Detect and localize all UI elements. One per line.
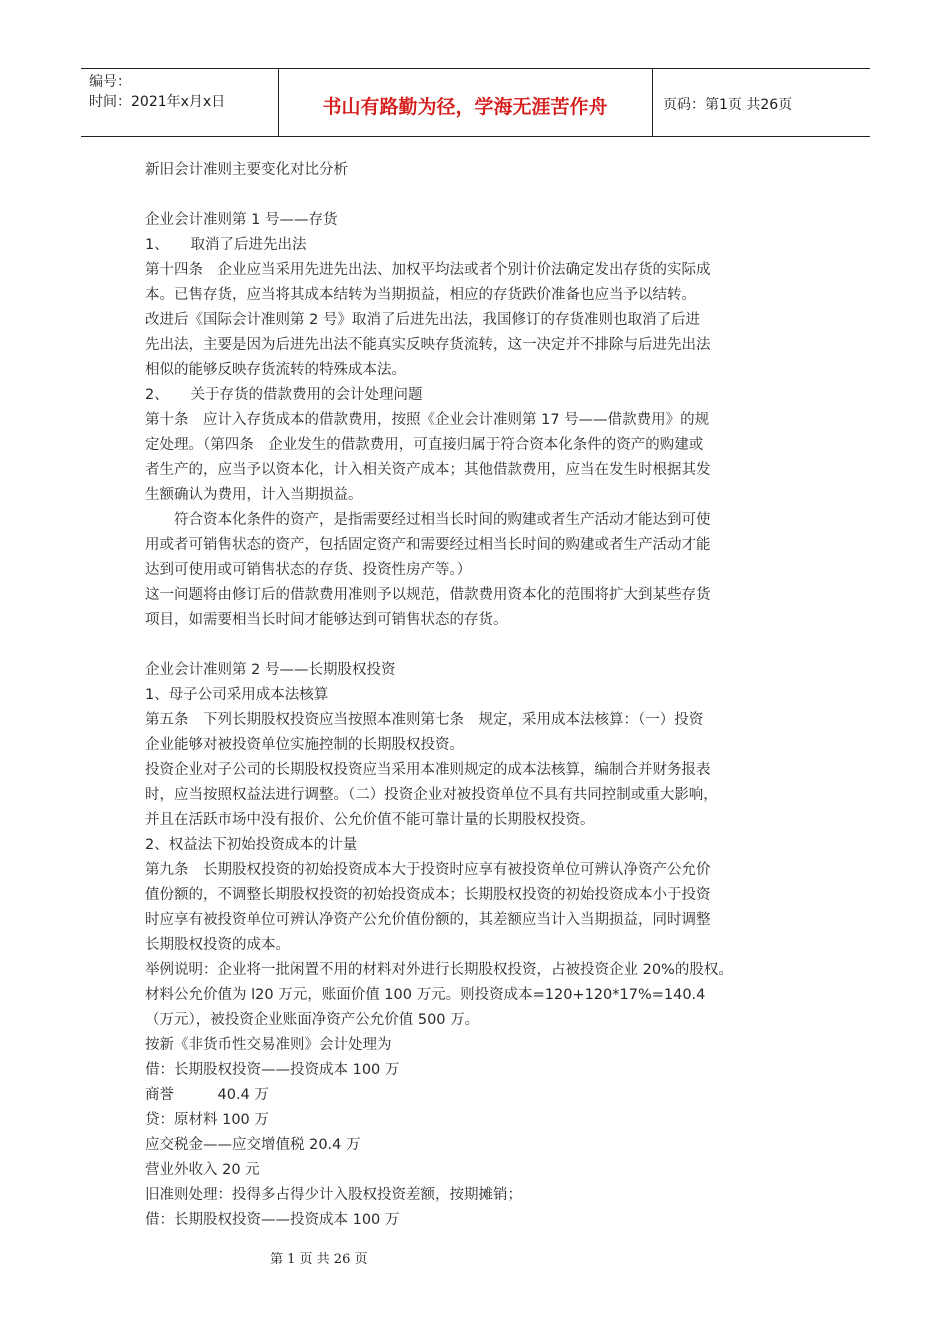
body-line: 举例说明：企业将一批闲置不用的材料对外进行长期股权投资，占被投资企业 20%的股权。 (145, 962, 733, 978)
body-line: 第五条 下列长期股权投资应当按照本准则第七条 规定，采用成本法核算：（一）投资 (145, 712, 704, 728)
body-line: 第九条 长期股权投资的初始投资成本大于投资时应享有被投资单位可辨认净资产公允价 (145, 862, 711, 878)
document-title: 新旧会计准则主要变化对比分析 (145, 162, 348, 178)
body-line: 应交税金——应交增值税 20.4 万 (145, 1137, 361, 1153)
header-bottom-rule (81, 136, 870, 137)
body-line: 值份额的，不调整长期股权投资的初始投资成本；长期股权投资的初始投资成本小于投资 (145, 887, 711, 903)
body-line: 旧准则处理：投得多占得少计入股权投资差额，按期摊销； (145, 1187, 522, 1203)
body-line: 企业会计准则第 1 号——存货 (145, 212, 338, 228)
blank-line (145, 183, 825, 208)
body-line: 本。已售存货，应当将其成本结转为当期损益，相应的存货跌价准备也应当予以结转。 (145, 287, 696, 303)
body-line: 投资企业对子公司的长期股权投资应当采用本准则规定的成本法核算，编制合并财务报表 (145, 762, 711, 778)
header-divider-right (652, 68, 653, 136)
body-line: 相似的能够反映存货流转的特殊成本法。 (145, 362, 406, 378)
body-line: 1、 取消了后进先出法 (145, 237, 307, 253)
body-line: 借：长期股权投资——投资成本 100 万 (145, 1062, 400, 1078)
body-line: 生额确认为费用，计入当期损益。 (145, 487, 363, 503)
body-line: 按新《非货币性交易准则》会计处理为 (145, 1037, 392, 1053)
body-line: 符合资本化条件的资产，是指需要经过相当长时间的购建或者生产活动才能达到可使 (145, 512, 711, 528)
body-line: （万元），被投资企业账面净资产公允价值 500 万。 (145, 1012, 480, 1028)
body-line: 时应享有被投资单位可辨认净资产公允价值份额的，其差额应当计入当期损益，同时调整 (145, 912, 711, 928)
document-body (145, 158, 825, 1233)
body-line: 企业会计准则第 2 号——长期股权投资 (145, 662, 396, 678)
body-line: 第十四条 企业应当采用先进先出法、加权平均法或者个别计价法确定发出存货的实际成 (145, 262, 711, 278)
body-line: 改进后《国际会计准则第 2 号》取消了后进先出法，我国修订的存货准则也取消了后进 (145, 312, 700, 328)
body-line: 借：长期股权投资——投资成本 100 万 (145, 1212, 400, 1228)
body-line: 者生产的，应当予以资本化，计入相关资产成本；其他借款费用，应当在发生时根据其发 (145, 462, 711, 478)
body-line: 企业能够对被投资单位实施控制的长期股权投资。 (145, 737, 464, 753)
body-line: 用或者可销售状态的资产，包括固定资产和需要经过相当长时间的购建或者生产活动才能 (145, 537, 711, 553)
body-lines (145, 183, 825, 1233)
body-line: 这一问题将由修订后的借款费用准则予以规范，借款费用资本化的范围将扩大到某些存货 (145, 587, 711, 603)
body-line: 商誉 40.4 万 (145, 1087, 269, 1103)
body-line: 并且在活跃市场中没有报价、公允价值不能可靠计量的长期股权投资。 (145, 812, 595, 828)
body-line: 第十条 应计入存货成本的借款费用，按照《企业会计准则第 17 号——借款费用》的规 (145, 412, 710, 428)
header-page-code: 页码：第1页 共26页 (663, 97, 793, 113)
header-motto: 书山有路勤为径，学海无涯苦作舟 (322, 96, 608, 118)
body-line: 长期股权投资的成本。 (145, 937, 290, 953)
page-header (81, 68, 870, 136)
body-line: 2、权益法下初始投资成本的计量 (145, 837, 358, 853)
body-line: 1、母子公司采用成本法核算 (145, 687, 329, 703)
body-line: 达到可使用或可销售状态的存货、投资性房产等。） (145, 562, 472, 578)
header-top-rule (81, 68, 870, 69)
body-line: 先出法，主要是因为后进先出法不能真实反映存货流转，这一决定并不排除与后进先出法 (145, 337, 711, 353)
body-line: 项目，如需要相当长时间才能够达到可销售状态的存货。 (145, 612, 508, 628)
document-date: 时间：2021年x月x日 (89, 94, 226, 110)
body-line: 时，应当按照权益法进行调整。（二）投资企业对被投资单位不具有共同控制或重大影响， (145, 787, 718, 803)
body-line: 定处理。（第四条 企业发生的借款费用，可直接归属于符合资本化条件的资产的购建或 (145, 437, 704, 453)
document-number-label: 编号： (89, 74, 131, 90)
page-footer: 第 1 页 共 26 页 (270, 1252, 368, 1267)
body-line: 2、 关于存货的借款费用的会计处理问题 (145, 387, 423, 403)
body-line: 营业外收入 20 元 (145, 1162, 260, 1178)
blank-line (145, 633, 825, 658)
body-line: 贷：原材料 100 万 (145, 1112, 269, 1128)
body-line: 材料公允价值为 l20 万元，账面价值 100 万元。则投资成本=120+120*17%=140.4 (145, 987, 706, 1003)
